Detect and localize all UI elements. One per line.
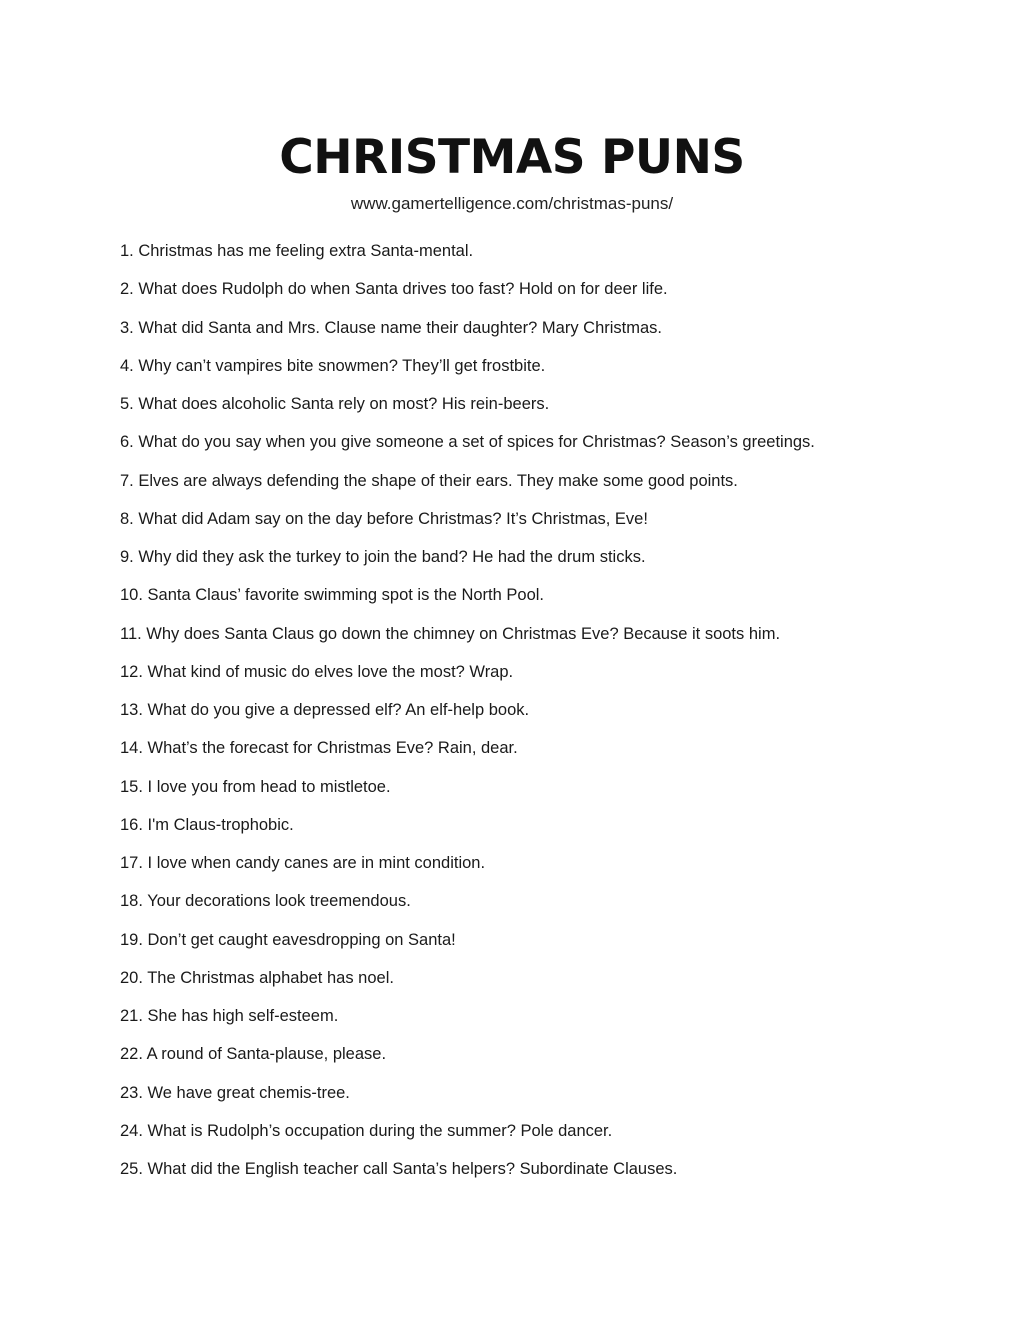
list-item: 3. What did Santa and Mrs. Clause name their daughter? Mary Christmas. [120, 318, 662, 337]
list-item: 5. What does alcoholic Santa rely on most? His rein-beers. [120, 395, 550, 413]
source-url: www.gamertelligence.com/christmas-puns/ [350, 194, 674, 213]
list-item: 4. Why can’t vampires bite snowmen? They’ll get frostbite. [120, 356, 546, 375]
list-item: 2. What does Rudolph do when Santa drives too fast? Hold on for deer life. [120, 280, 668, 299]
list-item: 24. What is Rudolph’s occupation during the summer? Pole dancer. [120, 1121, 613, 1140]
list-item: 16. I'm Claus-trophobic. [120, 815, 294, 834]
list-item: 13. What do you give a depressed elf? An elf-help book. [120, 701, 530, 719]
list-item: 8. What did Adam say on the day before Christmas? It’s Christmas, Eve! [120, 509, 648, 528]
list-item: 6. What do you say when you give someone a set of spices for Christmas? Season’s greetings. [120, 433, 815, 452]
list-item: 25. What did the English teacher call Santa’s helpers? Subordinate Clauses. [120, 1160, 678, 1178]
puns-list [120, 240, 980, 1196]
list-item: 12. What kind of music do elves love the most? Wrap. [120, 662, 514, 681]
list-item: 14. What’s the forecast for Christmas Eve? Rain, dear. [120, 739, 518, 758]
list-item: 20. The Christmas alphabet has noel. [120, 968, 394, 987]
list-item: 22. A round of Santa-plause, please. [120, 1045, 387, 1064]
list-item: 18. Your decorations look treemendous. [120, 892, 411, 911]
list-item: 1. Christmas has me feeling extra Santa-mental. [120, 242, 474, 260]
list-item: 11. Why does Santa Claus go down the chimney on Christmas Eve? Because it soots him. [120, 624, 781, 643]
list-item: 15. I love you from head to mistletoe. [120, 777, 391, 796]
list-item: 19. Don’t get caught eavesdropping on Santa! [120, 930, 456, 949]
list-item: 17. I love when candy canes are in mint condition. [120, 854, 486, 872]
page-title: CHRISTMAS PUNS [279, 130, 745, 185]
list-item: 21. She has high self-esteem. [120, 1007, 339, 1025]
list-item: 9. Why did they ask the turkey to join the band? He had the drum sticks. [120, 548, 646, 566]
list-item: 23. We have great chemis-tree. [120, 1083, 350, 1102]
list-item: 10. Santa Claus’ favorite swimming spot is the North Pool. [120, 586, 544, 605]
list-item: 7. Elves are always defending the shape of their ears. They make some good points. [120, 471, 738, 490]
